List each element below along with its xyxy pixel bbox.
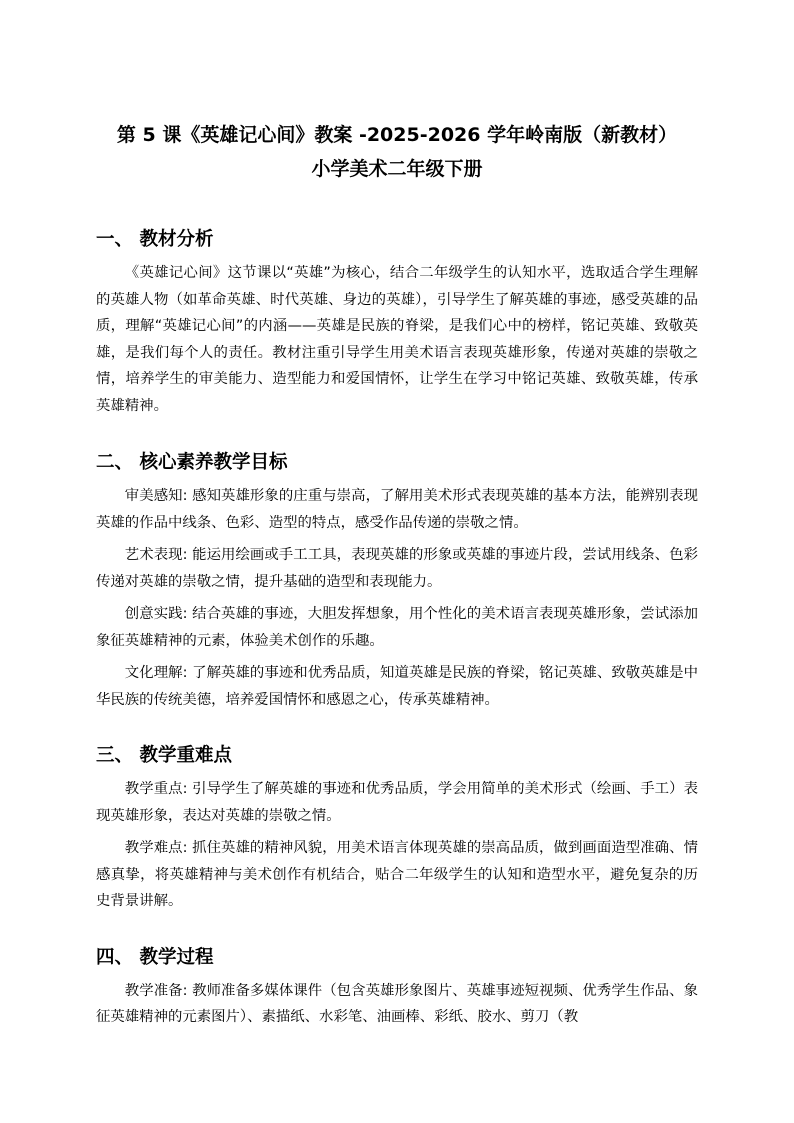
paragraph: 艺术表现: 能运用绘画或手工工具，表现英雄的形象或英雄的事迹片段，尝试用线条、色彩传递对英雄的崇敬之情，提升基础的造型和表现能力。 xyxy=(96,547,698,590)
paragraph: 教学准备: 教师准备多媒体课件（包含英雄形象图片、英雄事迹短视频、优秀学生作品、象征英雄精神的元素图片）、素描纸、水彩笔、油画棒、彩纸、胶水、剪刀（教 xyxy=(96,982,698,1025)
paragraph: 文化理解: 了解英雄的事迹和优秀品质，知道英雄是民族的脊梁，铭记英雄、致敬英雄是中华民族的传统美德，培养爱国情怀和感恩之心，传承英雄精神。 xyxy=(96,665,698,708)
document-title-line-1: 第 5 课《英雄记心间》教案 -2025-2026 学年岭南版（新教材） xyxy=(116,124,678,146)
section-teaching-process xyxy=(96,944,698,1031)
section-heading: 一、 教材分析 xyxy=(96,229,214,250)
section-heading: 二、 核心素养教学目标 xyxy=(96,452,288,473)
paragraph: 教学重点: 引导学生了解英雄的事迹和优秀品质，学会用简单的美术形式（绘画、手工）表现英雄形象，表达对英雄的崇敬之情。 xyxy=(96,781,698,824)
paragraph: 审美感知: 感知英雄形象的庄重与崇高，了解用美术形式表现英雄的基本方法，能辨别表现英雄的作品中线条、色彩、造型的特点，感受作品传递的崇敬之情。 xyxy=(96,488,698,531)
section-textbook-analysis xyxy=(96,226,698,419)
document-title xyxy=(96,118,698,186)
section-key-difficult-points xyxy=(96,742,698,915)
document-title-line-2: 小学美术二年级下册 xyxy=(311,158,483,180)
paragraph: 《英雄记心间》这节课以“英雄”为核心，结合二年级学生的认知水平，选取适合学生理解的英雄人物（如革命英雄、时代英雄、身边的英雄），引导学生了解英雄的事迹，感受英雄的品质，理解“英雄记心间”的内涵——英雄是民族的脊梁，是我们心中的榜样，铭记英雄、致敬英雄，是我们每个人的责任。教材注重引导学生用美术语言表现英雄形象，传递对英雄的崇敬之情，培养学生的审美能力、造型能力和爱国情怀，让学生在学习中铭记英雄、致敬英雄，传承英雄精神。 xyxy=(96,265,698,414)
paragraph: 创意实践: 结合英雄的事迹，大胆发挥想象，用个性化的美术语言表现英雄形象，尝试添加象征英雄精神的元素，体验美术创作的乐趣。 xyxy=(96,606,698,649)
section-core-literacy-objectives xyxy=(96,449,698,713)
paragraph: 教学难点: 抓住英雄的精神风貌，用美术语言体现英雄的崇高品质，做到画面造型准确、情感真挚，将英雄精神与美术创作有机结合，贴合二年级学生的认知和造型水平，避免复杂的历史背景讲解。 xyxy=(96,840,698,909)
section-heading: 三、 教学重难点 xyxy=(96,745,232,766)
section-heading: 四、 教学过程 xyxy=(96,946,214,968)
